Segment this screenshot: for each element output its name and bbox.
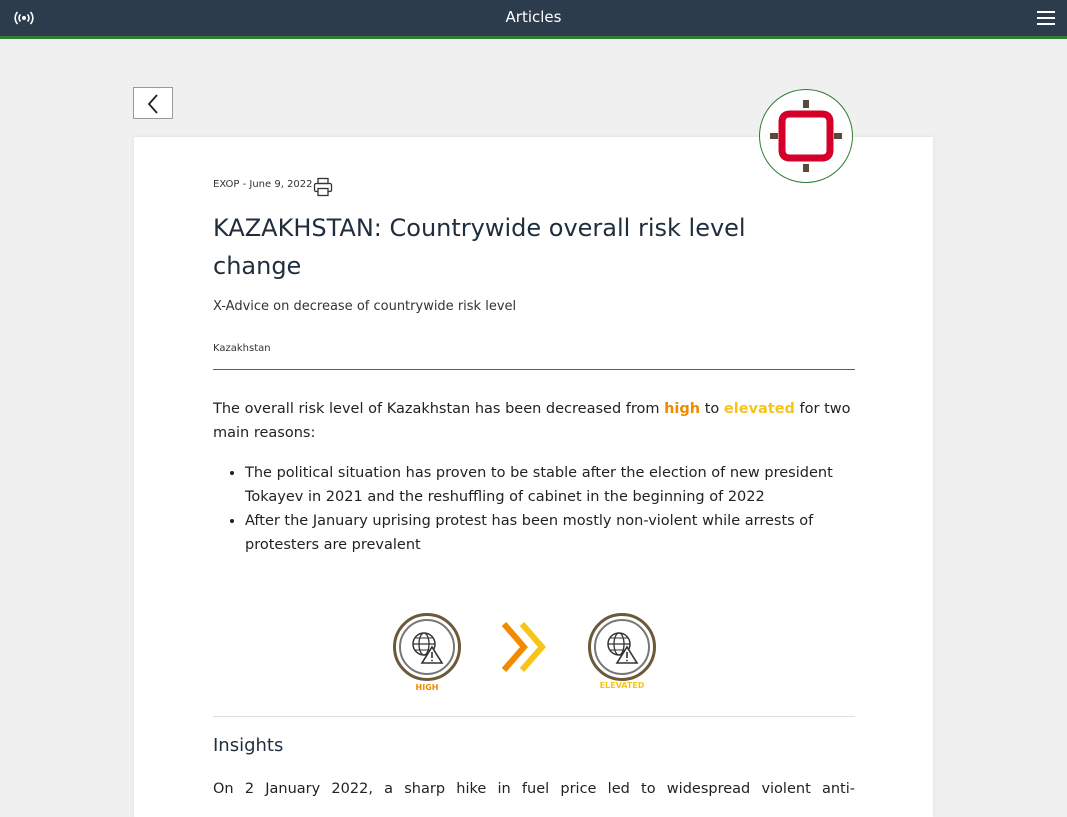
globe-warning-icon xyxy=(410,630,446,666)
risk-elevated-badge xyxy=(588,613,656,681)
intro-paragraph xyxy=(213,397,855,445)
chevron-left-icon xyxy=(146,94,160,114)
article-subtitle: X-Advice on decrease of countrywide risk level xyxy=(213,299,517,314)
reasons-list xyxy=(213,461,887,557)
printer-icon[interactable] xyxy=(313,177,333,197)
risk-elevated-text: elevated xyxy=(723,401,795,417)
risk-high-label: HIGH xyxy=(415,683,439,692)
divider xyxy=(213,369,855,370)
intro-text: for two main reasons: xyxy=(213,401,851,441)
globe-warning-icon xyxy=(605,630,641,666)
exop-logo-icon xyxy=(759,89,853,183)
list-item: • After the January uprising protest has been mostly non-violent while arrests of protesters are prevalent xyxy=(245,509,887,557)
list-item: • The political situation has proven to be stable after the election of new president Tokayev in 2021 and the reshuffling of cabinet in the beginning of 2022 xyxy=(245,461,887,509)
country-tag[interactable]: Kazakhstan xyxy=(213,343,271,354)
insights-paragraph: On 2 January 2022, a sharp hike in fuel price led to widespread violent anti- xyxy=(213,781,855,797)
risk-elevated-label: ELEVATED xyxy=(599,681,645,690)
double-chevron-right-icon xyxy=(502,622,548,672)
risk-high-badge xyxy=(393,613,461,681)
article-card xyxy=(134,137,933,817)
hamburger-menu-icon[interactable] xyxy=(1037,9,1055,27)
back-button[interactable] xyxy=(133,87,173,119)
risk-high-text: high xyxy=(664,401,701,417)
page-title: Articles xyxy=(505,8,562,26)
article-title: KAZAKHSTAN: Countrywide overall risk level change xyxy=(213,214,746,280)
intro-text: to xyxy=(700,401,724,417)
article-meta: EXOP - June 9, 2022 xyxy=(213,179,313,190)
divider xyxy=(213,716,855,717)
top-bar xyxy=(0,0,1067,39)
intro-text: The overall risk level of Kazakhstan has been decreased from xyxy=(213,401,665,417)
section-heading: Insights xyxy=(213,735,284,756)
